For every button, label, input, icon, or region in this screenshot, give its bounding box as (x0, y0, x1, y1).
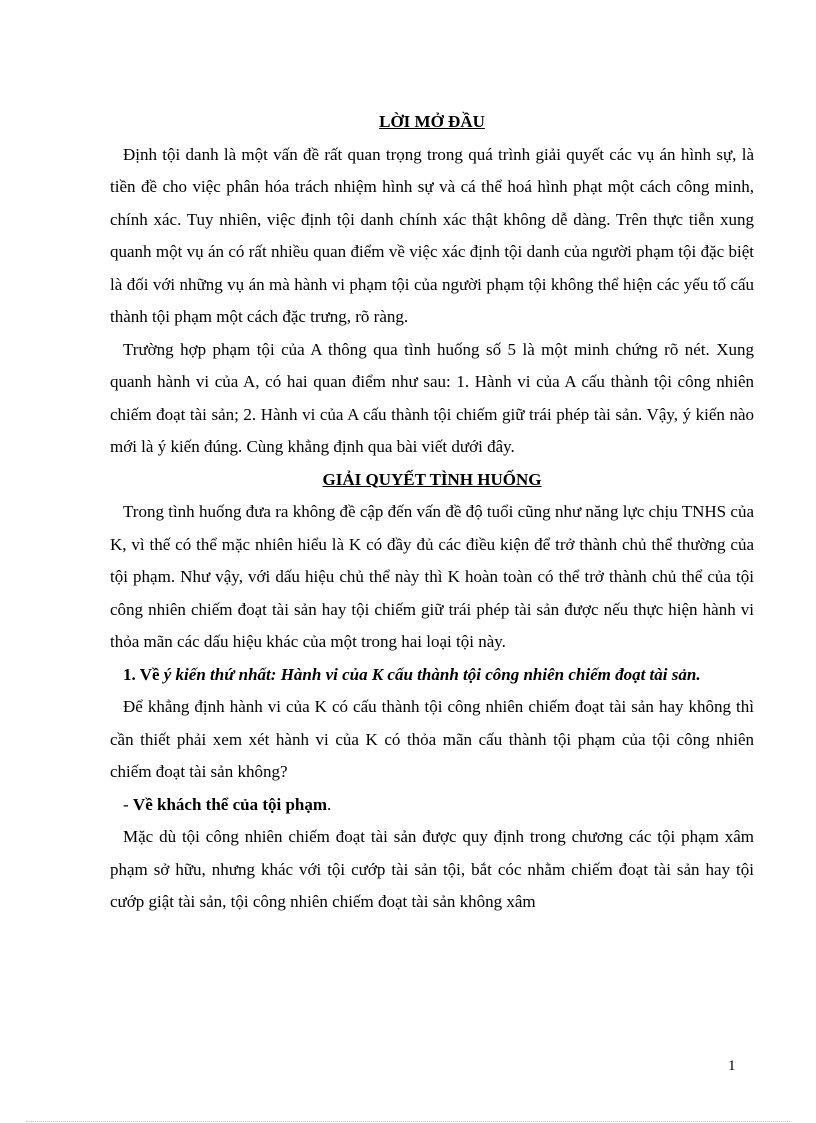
item-1-italic-text: ý kiến thứ nhất: Hành vi của K cấu thành tội công nhiên chiếm đoạt tài sản. (163, 664, 701, 684)
page-content (110, 106, 754, 919)
intro-paragraph-1: Định tội danh là một vấn đề rất quan trọng trong quá trình giải quyết các vụ án hình sự, là tiền đề cho việc phân hóa trách nhiệm hình sự và cá thể hoá hình phạt một cách công minh, chính xác. Tuy nhiên, việc định tội danh chính xác thật không dễ dàng. Trên thực tiễn xung quanh một vụ án có rất nhiều quan điểm về việc xác định tội danh của người phạm tội đặc biệt là đối với những vụ án mà hành vi phạm tội của người phạm tội không thể hiện các yếu tố cấu thành tội phạm một cách đặc trưng, rõ ràng. (110, 144, 754, 326)
sub-item-prefix: - (123, 794, 133, 814)
heading-solution: GIẢI QUYẾT TÌNH HUỐNG (322, 469, 542, 489)
item-1-heading (110, 659, 754, 692)
intro-paragraph-2: Trường hợp phạm tội của A thông qua tình huống số 5 là một minh chứng rõ nét. Xung quanh hành vi của A, có hai quan điểm như sau: 1. Hành vi của A cấu thành tội công nhiên chiếm đoạt tài sản; 2. Hành vi của A cấu thành tội chiếm giữ trái phép tài sản. Vậy, ý kiến nào mới là ý kiến đúng. Cùng khẳng định qua bài viết dưới đây. (110, 339, 754, 456)
page-number: 1 (728, 1058, 736, 1074)
sub-item-suffix: . (327, 794, 332, 814)
sub-item-object (110, 789, 754, 822)
heading-intro: LỜI MỞ ĐẦU (379, 112, 485, 131)
solution-paragraph: Trong tình huống đưa ra không đề cập đến vấn đề độ tuổi cũng như năng lực chịu TNHS của K, vì thế có thể mặc nhiên hiểu là K có đầy đủ các điều kiện để trở thành chủ thể thường của tội phạm. Như vậy, với dấu hiệu chủ thể này thì K hoàn toàn có thể trở thành chủ thể của tội công nhiên chiếm đoạt tài sản hay tội chiếm giữ trái phép tài sản được nếu thực hiện hành vi thỏa mãn các dấu hiệu khác của một trong hai loại tội này. (110, 502, 754, 651)
item-1-paragraph: Để khẳng định hành vi của K có cấu thành tội công nhiên chiếm đoạt tài sản hay không thì cần thiết phải xem xét hành vi của K có thỏa mãn cấu thành tội phạm của tội công nhiên chiếm đoạt tài sản không? (110, 697, 754, 781)
page-bottom-divider (26, 1121, 790, 1122)
last-paragraph: Mặc dù tội công nhiên chiếm đoạt tài sản được quy định trong chương các tội phạm xâm phạm sở hữu, nhưng khác với tội cướp tài sản tội, bắt cóc nhằm chiếm đoạt tài sản hay tội cướp giật tài sản, tội công nhiên chiếm đoạt tài sản không xâm (110, 827, 754, 911)
item-1-prefix: 1. Về (123, 664, 164, 684)
sub-item-bold-text: Về khách thể của tội phạm (132, 794, 328, 814)
